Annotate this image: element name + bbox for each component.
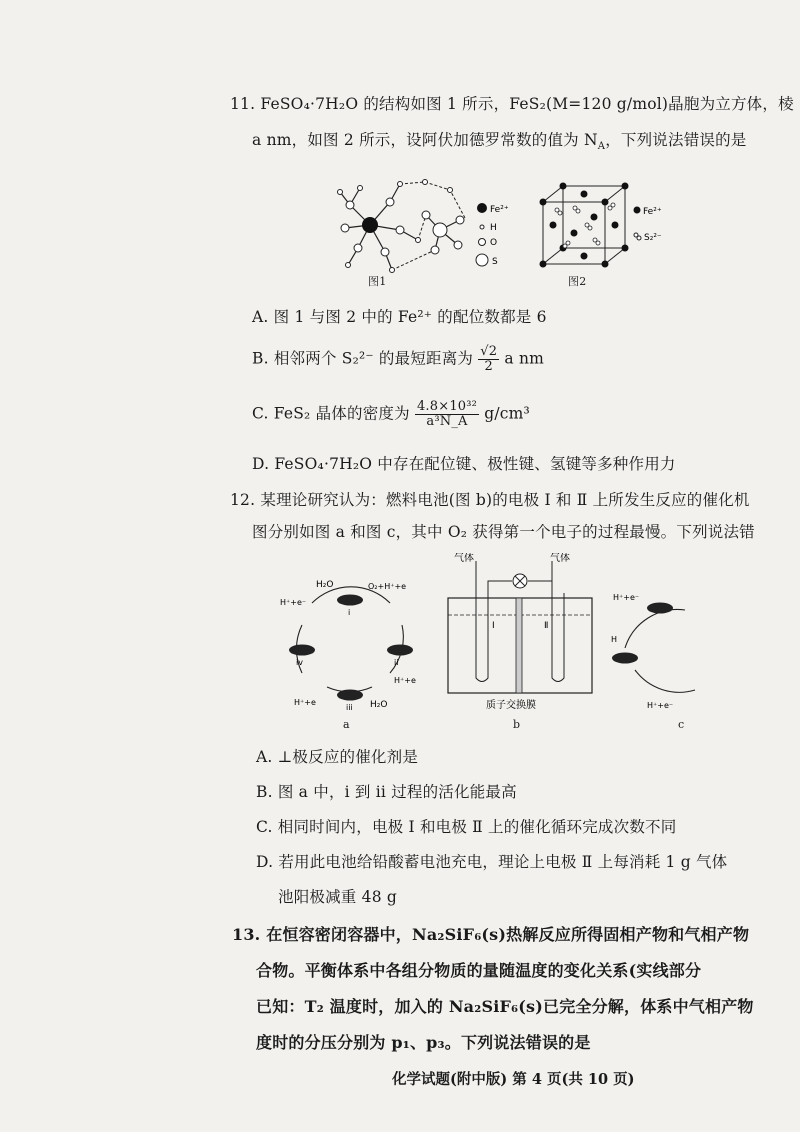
figure-a-caption: a bbox=[343, 718, 350, 731]
figure-b-caption: b bbox=[513, 718, 521, 731]
svg-text:Ⅱ: Ⅱ bbox=[544, 621, 549, 631]
figure-1-structure bbox=[330, 170, 520, 290]
q13-line3: 已知：T₂ 温度时，加入的 Na₂SiF₆(s)已完全分解，体系中气相产物 bbox=[256, 997, 754, 1016]
legend-o: O bbox=[490, 238, 498, 248]
legend-fe-cell: Fe²⁺ bbox=[643, 207, 662, 217]
q11-option-a: A. 图 1 与图 2 中的 Fe²⁺ 的配位数都是 6 bbox=[252, 308, 547, 326]
q11-line1: 11. FeSO₄·7H₂O 的结构如图 1 所示，FeS₂(M=120 g/mol)晶胞为立方体，棱 bbox=[230, 95, 794, 113]
q11-line2: a nm，如图 2 所示，设阿伏加德罗常数的值为 $N_A$，下列说法错误的是 bbox=[252, 131, 747, 153]
q11-option-c: C. FeS₂ 晶体的密度为 $\frac{\text{4.8×10³²}}{\text{a³N\_A}}$ g/cm³ bbox=[252, 399, 530, 429]
svg-text:iii: iii bbox=[346, 703, 353, 712]
q13-line1: 13. 在恒容密闭容器中，Na₂SiF₆(s)热解反应所得固相产物和气相产物 bbox=[232, 925, 750, 944]
svg-text:H⁺+e: H⁺+e bbox=[394, 676, 416, 685]
svg-text:O₂+H⁺+e: O₂+H⁺+e bbox=[368, 582, 407, 591]
legend-fe: Fe²⁺ bbox=[490, 205, 509, 215]
q12-line2: 图分别如图 a 和图 c，其中 O₂ 获得第一个电子的过程最慢。下列说法错 bbox=[252, 523, 755, 541]
q12-option-d-line1: D. 若用此电池给铅酸蓄电池充电，理论上电极 Ⅱ 上每消耗 1 g 气体 bbox=[256, 853, 728, 871]
q12-option-d-line2: 池阳极减重 48 g bbox=[278, 888, 397, 906]
fraction-sqrt2-over-2: $\frac{√2}{2}$ bbox=[480, 344, 498, 374]
q13-line4: 度时的分压分别为 p₁、p₃。下列说法错误的是 bbox=[256, 1033, 591, 1052]
q12-option-a: A. ⊥极反应的催化剂是 bbox=[256, 748, 419, 766]
q12-line1: 12. 某理论研究认为：燃料电池(图 b)的电极 Ⅰ 和 Ⅱ 上所发生反应的催化机 bbox=[230, 491, 750, 509]
page-footer: 化学试题(附中版) 第 4 页(共 10 页) bbox=[392, 1071, 635, 1088]
figure-2-caption: 图2 bbox=[568, 275, 587, 288]
figure-a-cycle bbox=[272, 555, 432, 735]
q11-option-b: B. 相邻两个 S₂²⁻ 的最短距离为 $\frac{√2}{2}$ a nm bbox=[252, 344, 545, 374]
q11-option-d: D. FeSO₄·7H₂O 中存在配位键、极性键、氢键等多种作用力 bbox=[252, 455, 676, 473]
svg-text:H₂O: H₂O bbox=[316, 580, 334, 590]
figure-2-unit-cell bbox=[535, 180, 675, 280]
legend-s2: S₂²⁻ bbox=[644, 233, 662, 243]
figure-b-fuel-cell bbox=[440, 553, 600, 713]
svg-text:H⁺+e⁻: H⁺+e⁻ bbox=[613, 593, 640, 602]
fraction-density: $\frac{\text{4.8×10³²}}{\text{a³N\_A}}$ bbox=[416, 399, 478, 429]
svg-text:Ⅰ: Ⅰ bbox=[492, 621, 495, 631]
figure-c-caption: c bbox=[678, 718, 685, 731]
svg-text:气体: 气体 bbox=[454, 553, 474, 564]
svg-text:i: i bbox=[348, 608, 351, 617]
svg-text:H₂O: H₂O bbox=[370, 700, 388, 710]
q13-line2: 合物。平衡体系中各组分物质的量随温度的变化关系(实线部分 bbox=[256, 961, 702, 980]
svg-text:质子交换膜: 质子交换膜 bbox=[486, 700, 536, 711]
svg-text:iv: iv bbox=[296, 658, 303, 667]
legend-h: H bbox=[490, 223, 497, 233]
svg-text:气体: 气体 bbox=[550, 553, 570, 564]
figure-c-cycle bbox=[605, 590, 700, 720]
svg-text:H⁺+e: H⁺+e bbox=[294, 698, 316, 707]
q12-option-c: C. 相同时间内，电极 Ⅰ 和电极 Ⅱ 上的催化循环完成次数不同 bbox=[256, 818, 677, 836]
figure-1-caption: 图1 bbox=[368, 275, 387, 288]
svg-text:H⁺+e⁻: H⁺+e⁻ bbox=[280, 598, 307, 607]
q12-option-b: B. 图 a 中，i 到 ii 过程的活化能最高 bbox=[256, 783, 517, 801]
legend-s: S bbox=[492, 257, 498, 267]
svg-text:H: H bbox=[611, 635, 618, 644]
svg-text:H⁺+e⁻: H⁺+e⁻ bbox=[647, 701, 674, 710]
svg-text:ii: ii bbox=[394, 658, 399, 667]
